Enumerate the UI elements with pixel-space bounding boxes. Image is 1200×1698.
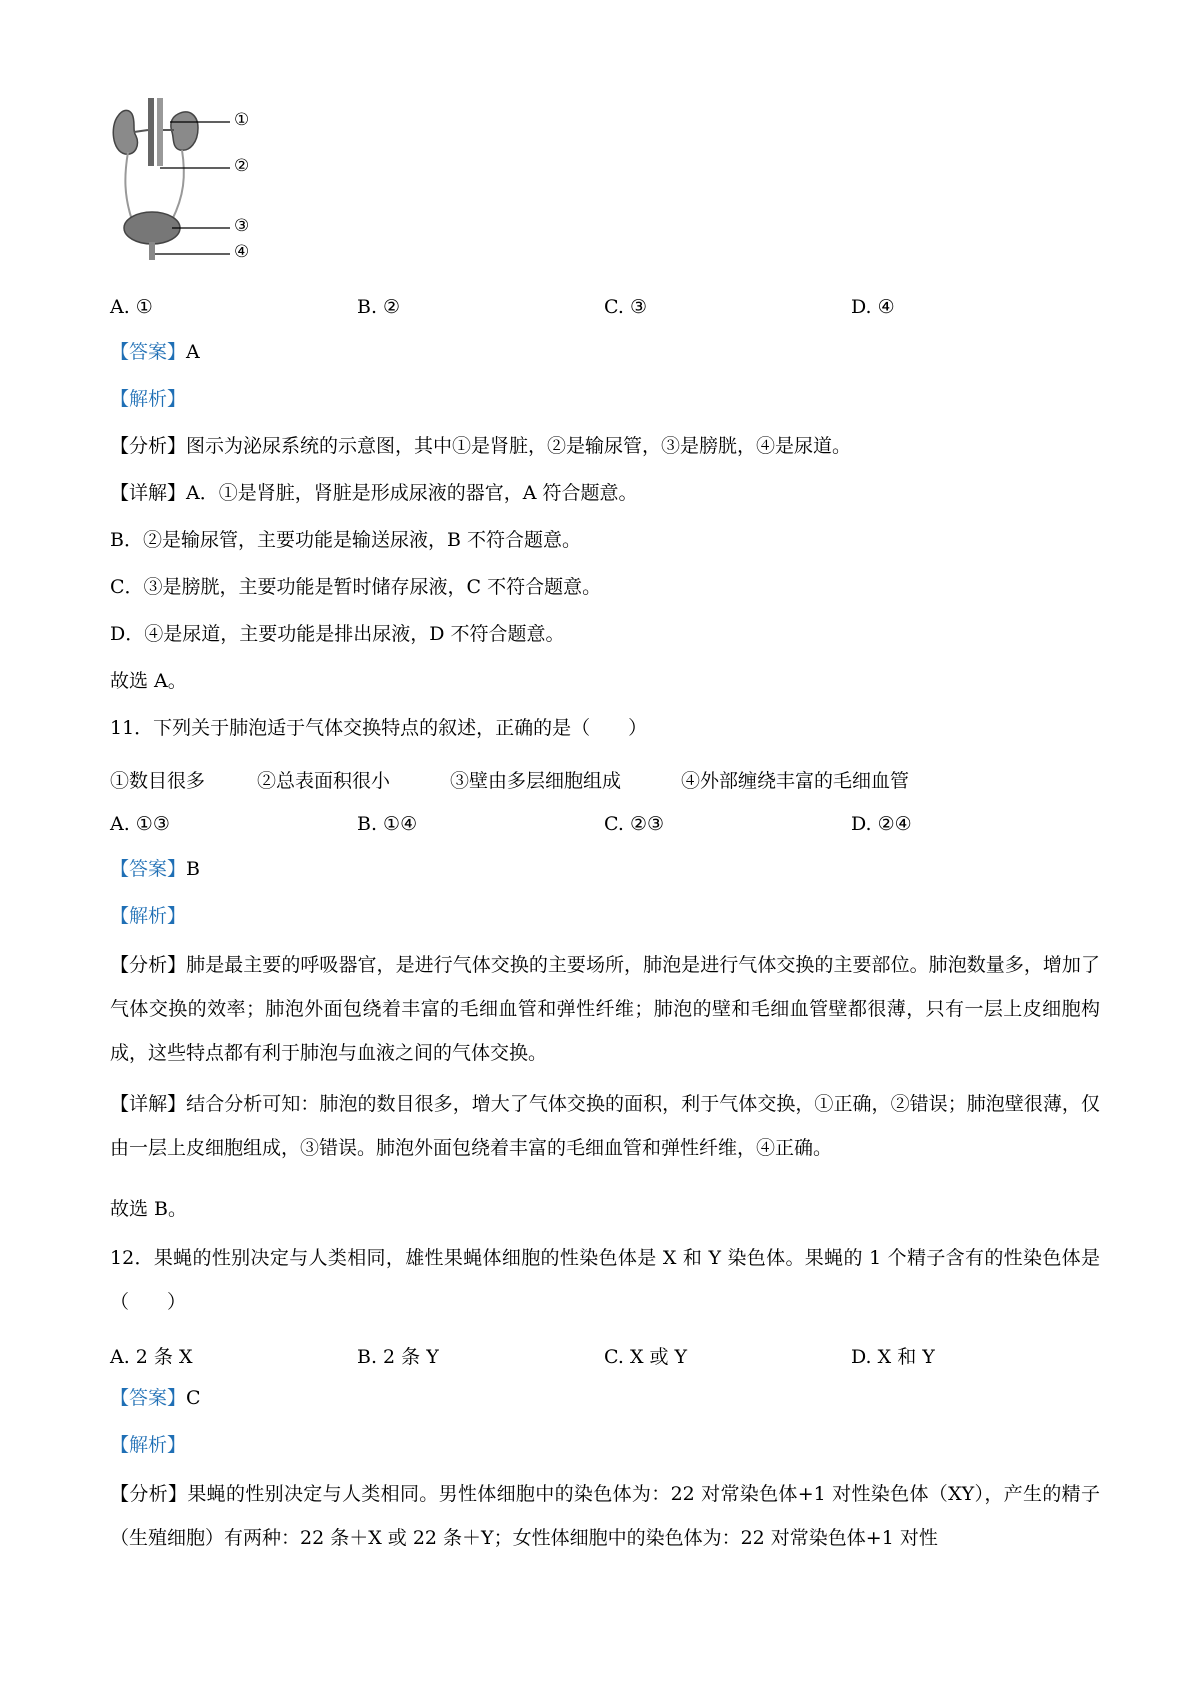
q12-option-b: B. 2 条 Y <box>357 1346 439 1368</box>
q10-analysis <box>110 437 851 456</box>
analysis-tag: 【分析】 <box>110 1483 188 1505</box>
q10-detail-d: D．④是尿道，主要功能是排出尿液，D 不符合题意。 <box>110 623 565 645</box>
q12-answer <box>110 1389 201 1408</box>
analysis-text: 图示为泌尿系统的示意图，其中①是肾脏，②是输尿管，③是膀胱，④是尿道。 <box>186 435 852 457</box>
jiexi-tag: 【解析】 <box>110 905 187 927</box>
q10-options <box>110 296 1110 320</box>
q11-choice: 故选 B。 <box>110 1198 188 1220</box>
q11-jiexi <box>110 907 186 926</box>
q12-options <box>110 1342 1110 1366</box>
q11-option-a: A. ①③ <box>110 813 170 835</box>
q11-statements <box>110 766 1110 790</box>
q12-analysis <box>110 1472 1100 1560</box>
detail-text: A．①是肾脏，肾脏是形成尿液的器官，A 符合题意。 <box>186 482 638 504</box>
detail-tag: 【详解】 <box>110 482 187 504</box>
q11-analysis <box>110 943 1100 1075</box>
q10-detail-c: C．③是膀胱，主要功能是暂时储存尿液，C 不符合题意。 <box>110 576 602 598</box>
q11-option-d: D. ②④ <box>851 813 912 835</box>
q10-jiexi <box>110 390 186 409</box>
bladder <box>124 212 180 244</box>
q10-detail-b: B．②是输尿管，主要功能是输送尿液，B 不符合题意。 <box>110 529 581 551</box>
figure-label-4: ④ <box>234 242 250 262</box>
jiexi-tag: 【解析】 <box>110 1434 187 1456</box>
detail-tag: 【详解】 <box>110 1093 187 1115</box>
q10-option-d: D. ④ <box>851 296 895 318</box>
q12-jiexi <box>110 1436 186 1455</box>
figure-label-2: ② <box>234 156 250 176</box>
q11-statement-4: ④外部缠绕丰富的毛细血管 <box>681 770 910 792</box>
q11-options <box>110 813 1110 837</box>
q11-statement-1: ①数目很多 <box>110 770 206 792</box>
q10-option-c: C. ③ <box>604 296 647 318</box>
answer-value: A <box>186 341 200 363</box>
figure-label-1: ① <box>234 110 250 130</box>
urinary-system-figure <box>110 96 270 276</box>
detail-text: 结合分析可知：肺泡的数目很多，增大了气体交换的面积，利于气体交换，①正确，②错误；肺泡壁很薄，仅由一层上皮细胞组成，③错误。肺泡外面包绕着丰富的毛细血管和弹性纤维，④正确。 <box>110 1093 1100 1159</box>
analysis-tag: 【分析】 <box>110 435 187 457</box>
right-kidney <box>171 112 198 150</box>
q10-answer <box>110 343 200 362</box>
q10-choice: 故选 A。 <box>110 670 187 692</box>
answer-tag: 【答案】 <box>110 341 187 363</box>
vena-cava <box>157 98 163 166</box>
left-kidney <box>113 110 137 154</box>
figure-label-3: ③ <box>234 216 250 236</box>
answer-value: B <box>186 858 200 880</box>
q12-option-c: C. X 或 Y <box>604 1346 688 1368</box>
q11-option-b: B. ①④ <box>357 813 418 835</box>
q11-answer <box>110 860 200 879</box>
q12-option-a: A. 2 条 X <box>110 1346 193 1368</box>
q10-option-b: B. ② <box>357 296 401 318</box>
jiexi-tag: 【解析】 <box>110 388 187 410</box>
q11-option-c: C. ②③ <box>604 813 665 835</box>
q11-statement-3: ③壁由多层细胞组成 <box>450 770 622 792</box>
q10-option-a: A. ① <box>110 296 153 318</box>
q12-stem: 12．果蝇的性别决定与人类相同，雄性果蝇体细胞的性染色体是 X 和 Y 染色体。果蝇的 1 个精子含有的性染色体是（ ） <box>110 1247 1100 1313</box>
left-ureter <box>125 152 132 220</box>
analysis-text: 果蝇的性别决定与人类相同。男性体细胞中的染色体为：22 对常染色体+1 对性染色体（XY），产生的精子（生殖细胞）有两种：22 条＋X 或 22 条＋Y；女性体细胞中的染色体为：22 对常染色体+1 对性 <box>110 1483 1100 1549</box>
analysis-text: 肺是最主要的呼吸器官，是进行气体交换的主要场所，肺泡是进行气体交换的主要部位。肺泡数量多，增加了气体交换的效率；肺泡外面包绕着丰富的毛细血管和弹性纤维；肺泡的壁和毛细血管壁都很薄，只有一层上皮细胞构成，这些特点都有利于肺泡与血液之间的气体交换。 <box>110 954 1100 1064</box>
q11-statement-2: ②总表面积很小 <box>257 770 391 792</box>
q12-option-d: D. X 和 Y <box>851 1346 935 1368</box>
answer-value: C <box>186 1387 201 1409</box>
urethra <box>149 242 155 260</box>
answer-tag: 【答案】 <box>110 858 187 880</box>
q10-detail-a <box>110 484 638 503</box>
q11-detail <box>110 1082 1100 1170</box>
right-ureter <box>172 150 184 220</box>
analysis-tag: 【分析】 <box>110 954 187 976</box>
answer-tag: 【答案】 <box>110 1387 187 1409</box>
aorta <box>148 98 154 166</box>
q11-stem: 11．下列关于肺泡适于气体交换特点的叙述，正确的是（ ） <box>110 717 648 739</box>
